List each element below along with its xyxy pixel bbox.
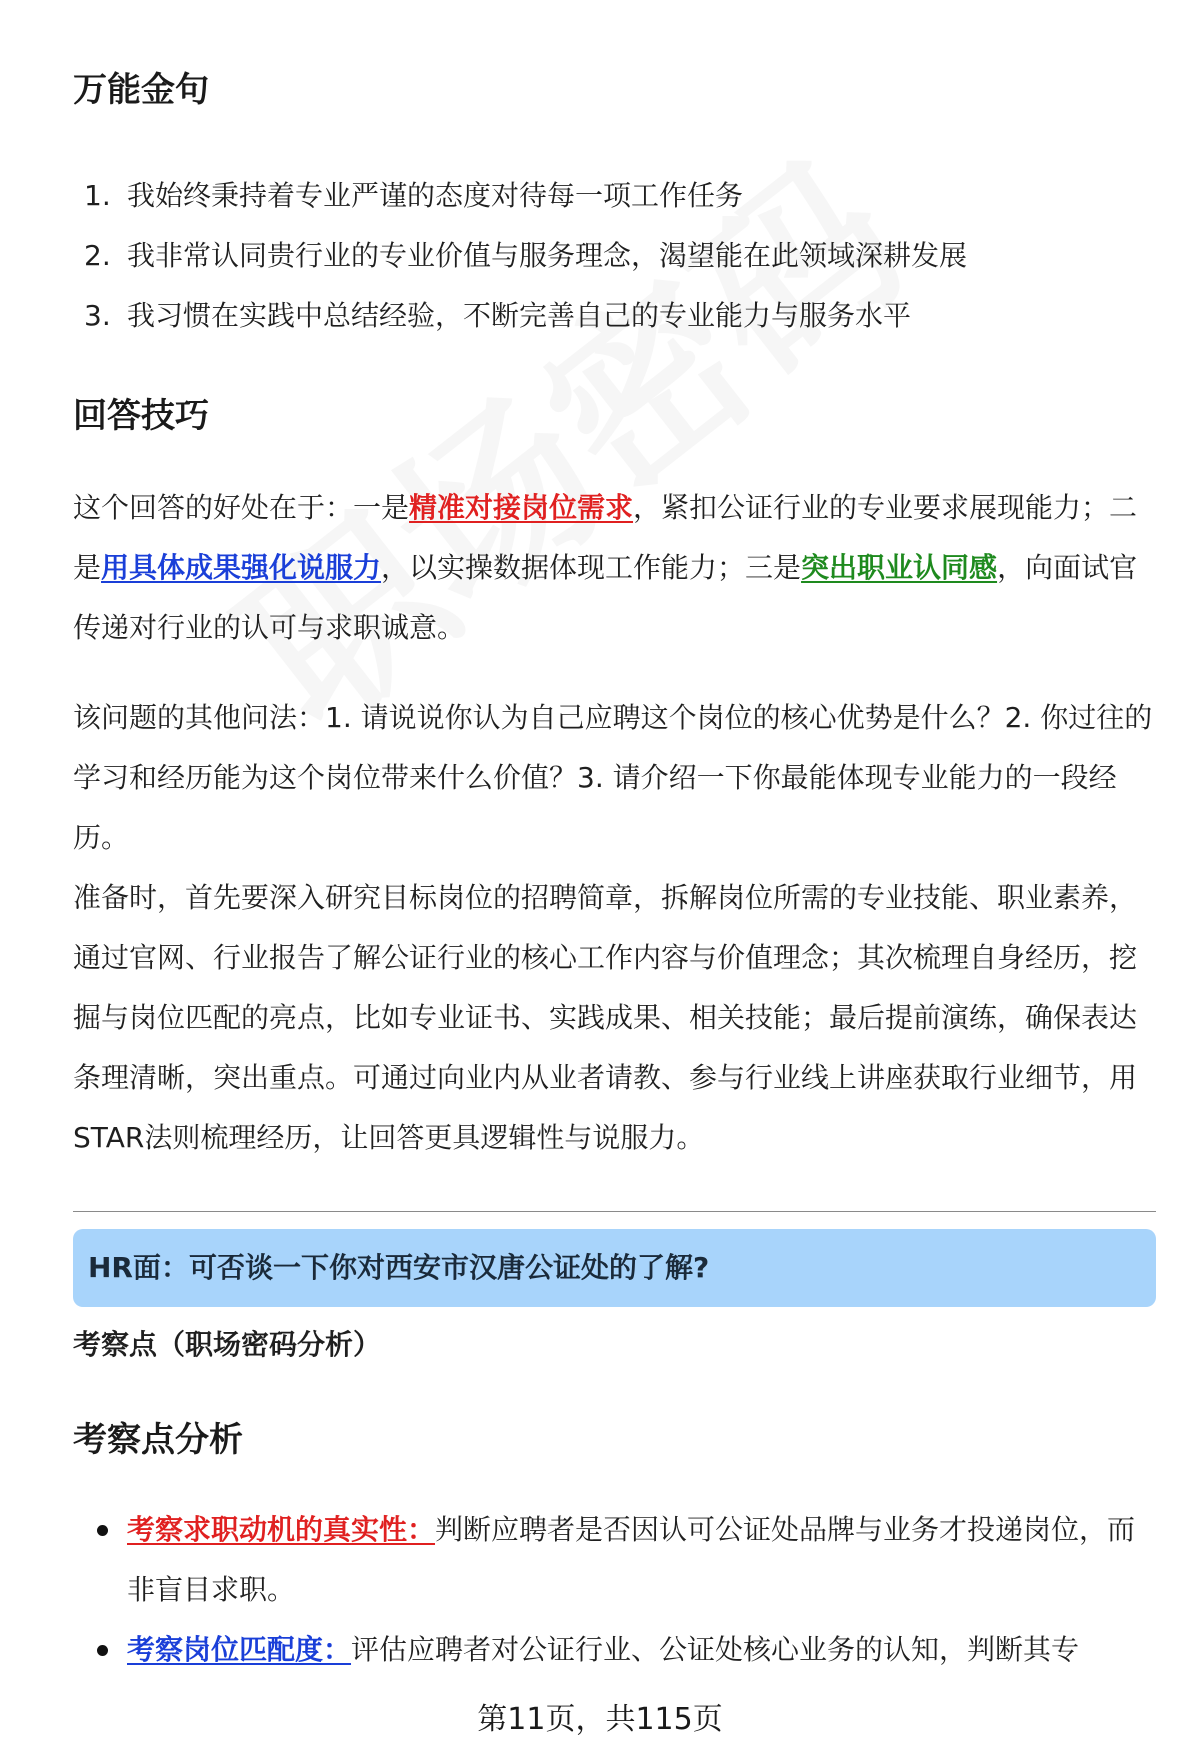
bullet-icon bbox=[97, 1525, 108, 1536]
list-item: 1. 我始终秉持着专业严谨的态度对待每一项工作任务 bbox=[84, 179, 744, 212]
alternative-questions-paragraph: 该问题的其他问法：1. 请说说你认为自己应聘这个岗位的核心优势是什么？2. 你过往的学习和经历能为这个岗位带来什么价值？3. 请介绍一下你最能体现专业能力的一段经历。 bbox=[73, 701, 1153, 854]
answer-benefits-paragraph: 这个回答的好处在于：一是精准对接岗位需求，紧扣公证行业的专业要求展现能力；二是用具体成果强化说服力，以实操数据体现工作能力；三是突出职业认同感，向面试官传递对行业的认可与求职诚意。 bbox=[73, 491, 1138, 644]
section-title-universal-sentences: 万能金句 bbox=[73, 70, 209, 110]
divider bbox=[73, 1211, 1156, 1212]
section-title-answer-tips: 回答技巧 bbox=[73, 396, 209, 436]
sentence-list bbox=[84, 166, 967, 346]
section-title-assessment-analysis: 考察点分析 bbox=[73, 1420, 243, 1460]
list-item: 2. 我非常认同贵行业的专业价值与服务理念，渴望能在此领域深耕发展 bbox=[84, 239, 968, 272]
question-box bbox=[73, 1229, 1156, 1307]
bullet-icon bbox=[97, 1645, 108, 1656]
list-item: 考察求职动机的真实性：判断应聘者是否因认可公证处品牌与业务才投递岗位，而非盲目求职。 bbox=[95, 1500, 1155, 1620]
bullet-label: 考察求职动机的真实性： bbox=[127, 1513, 436, 1546]
highlight-persuasion: 用具体成果强化说服力 bbox=[101, 551, 382, 584]
bullet-label: 考察岗位匹配度： bbox=[127, 1633, 352, 1666]
assessment-subheading: 考察点（职场密码分析） bbox=[73, 1328, 382, 1361]
question-text: HR面：可否谈一下你对西安市汉唐公证处的了解? bbox=[88, 1251, 710, 1284]
highlight-job-match: 精准对接岗位需求 bbox=[409, 491, 634, 524]
highlight-career-identity: 突出职业认同感 bbox=[801, 551, 998, 584]
page-number: 第11页，共115页 bbox=[477, 1702, 723, 1737]
preparation-paragraph: 准备时，首先要深入研究目标岗位的招聘简章，拆解岗位所需的专业技能、职业素养，通过官网、行业报告了解公证行业的核心工作内容与价值理念；其次梳理自身经历，挖掘与岗位匹配的亮点，比如专业证书、实践成果、相关技能；最后提前演练，确保表达条理清晰，突出重点。可通过向业内从业者请教、参与行业线上讲座获取行业细节，用STAR法则梳理经历，让回答更具逻辑性与说服力。 bbox=[73, 881, 1138, 1154]
assessment-list bbox=[95, 1500, 1155, 1680]
list-item: 考察岗位匹配度：评估应聘者对公证行业、公证处核心业务的认知，判断其专 bbox=[95, 1620, 1155, 1680]
list-item: 3. 我习惯在实践中总结经验，不断完善自己的专业能力与服务水平 bbox=[84, 299, 912, 332]
